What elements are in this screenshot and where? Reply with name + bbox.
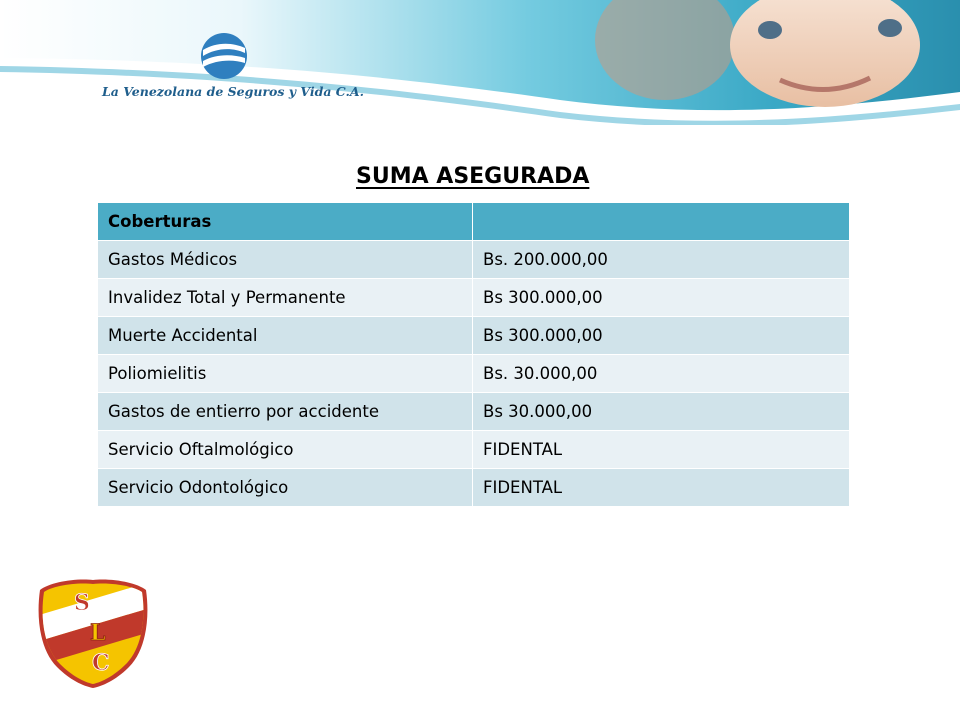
header-banner (0, 0, 960, 125)
coverage-amount: FIDENTAL (473, 431, 850, 469)
header-coverages: Coberturas (98, 203, 473, 241)
coverage-name: Invalidez Total y Permanente (98, 279, 473, 317)
slc-shield-logo-icon (36, 578, 150, 688)
table-row (98, 355, 850, 393)
table-row (98, 279, 850, 317)
table-header-row (98, 203, 850, 241)
coverage-amount: Bs 300.000,00 (473, 279, 850, 317)
coverage-name: Muerte Accidental (98, 317, 473, 355)
table-row (98, 469, 850, 507)
company-logo-icon (198, 30, 250, 82)
coverage-name: Servicio Oftalmológico (98, 431, 473, 469)
coverage-name: Gastos de entierro por accidente (98, 393, 473, 431)
table-row (98, 431, 850, 469)
table-row (98, 393, 850, 431)
coverage-name: Gastos Médicos (98, 241, 473, 279)
coverage-amount: Bs 30.000,00 (473, 393, 850, 431)
shield-letter-c: C (92, 650, 110, 676)
coverage-amount: Bs 300.000,00 (473, 317, 850, 355)
coverage-name: Poliomielitis (98, 355, 473, 393)
table-row (98, 241, 850, 279)
header-amount (473, 203, 850, 241)
coverage-name: Servicio Odontológico (98, 469, 473, 507)
table-row (98, 317, 850, 355)
coverage-amount: Bs. 30.000,00 (473, 355, 850, 393)
coverage-table (97, 202, 850, 507)
shield-letter-l: L (90, 620, 106, 646)
company-name: La Venezolana de Seguros y Vida C.A. (102, 84, 364, 99)
coverage-amount: Bs. 200.000,00 (473, 241, 850, 279)
page-title: SUMA ASEGURADA (356, 164, 590, 189)
shield-letter-s: S (74, 590, 90, 616)
coverage-amount: FIDENTAL (473, 469, 850, 507)
